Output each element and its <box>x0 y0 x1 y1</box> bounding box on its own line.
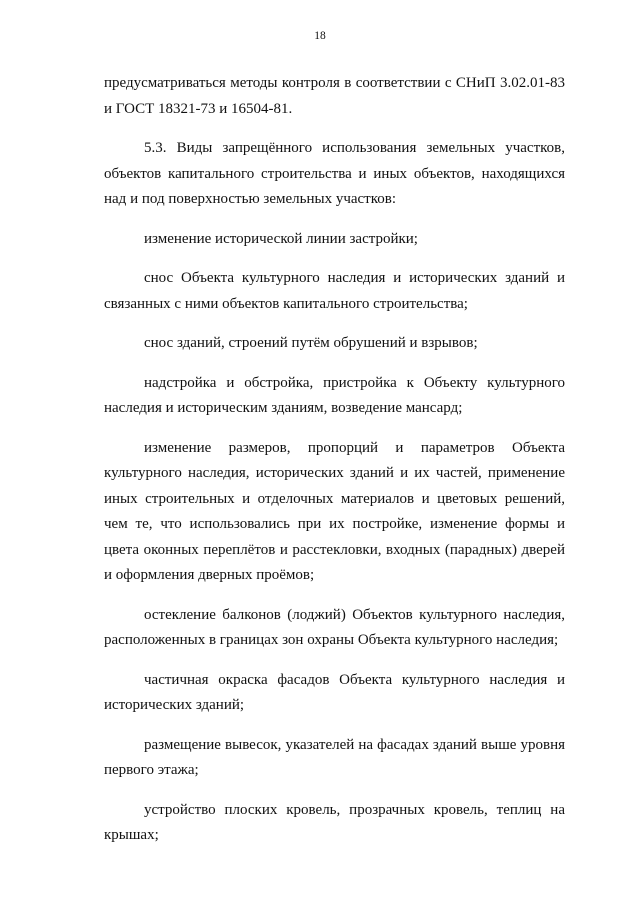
document-body <box>104 71 565 849</box>
list-item: снос Объекта культурного наследия и исторических зданий и связанных с ними объектов капитального строительства; <box>104 270 565 312</box>
list-item: остекление балконов (лоджий) Объектов культурного наследия, расположенных в границах зон охраны Объекта культурного наследия; <box>104 606 565 648</box>
list-item: устройство плоских кровель, прозрачных кровель, теплиц на крышах; <box>104 801 565 843</box>
paragraph-section-5-3: 5.3. Виды запрещённого использования земельных участков, объектов капитального строительства и иных объектов, находящихся над и под поверхностью земельных участков: <box>104 140 565 207</box>
page-number: 18 <box>314 30 326 42</box>
list-item: снос зданий, строений путём обрушений и взрывов; <box>144 335 478 351</box>
list-item: изменение исторической линии застройки; <box>144 230 418 247</box>
list-item: изменение размеров, пропорций и параметров Объекта культурного наследия, исторических зданий и их частей, применение иных строительных и отделочных материалов и цветовых решений, чем те, что использовались при их постройке, изменение формы и цвета оконных переплётов и расстекловки, входных (парадных) дверей и оформления дверных проёмов; <box>104 439 565 583</box>
list-item: размещение вывесок, указателей на фасадах зданий выше уровня первого этажа; <box>104 736 565 778</box>
paragraph-continuation: предусматриваться методы контроля в соответствии с СНиП 3.02.01-83 и ГОСТ 18321-73 и 16504-81. <box>104 75 565 117</box>
list-item: надстройка и обстройка, пристройка к Объекту культурного наследия и историческим зданиям, возведение мансард; <box>104 374 565 416</box>
list-item: частичная окраска фасадов Объекта культурного наследия и исторических зданий; <box>104 671 565 713</box>
